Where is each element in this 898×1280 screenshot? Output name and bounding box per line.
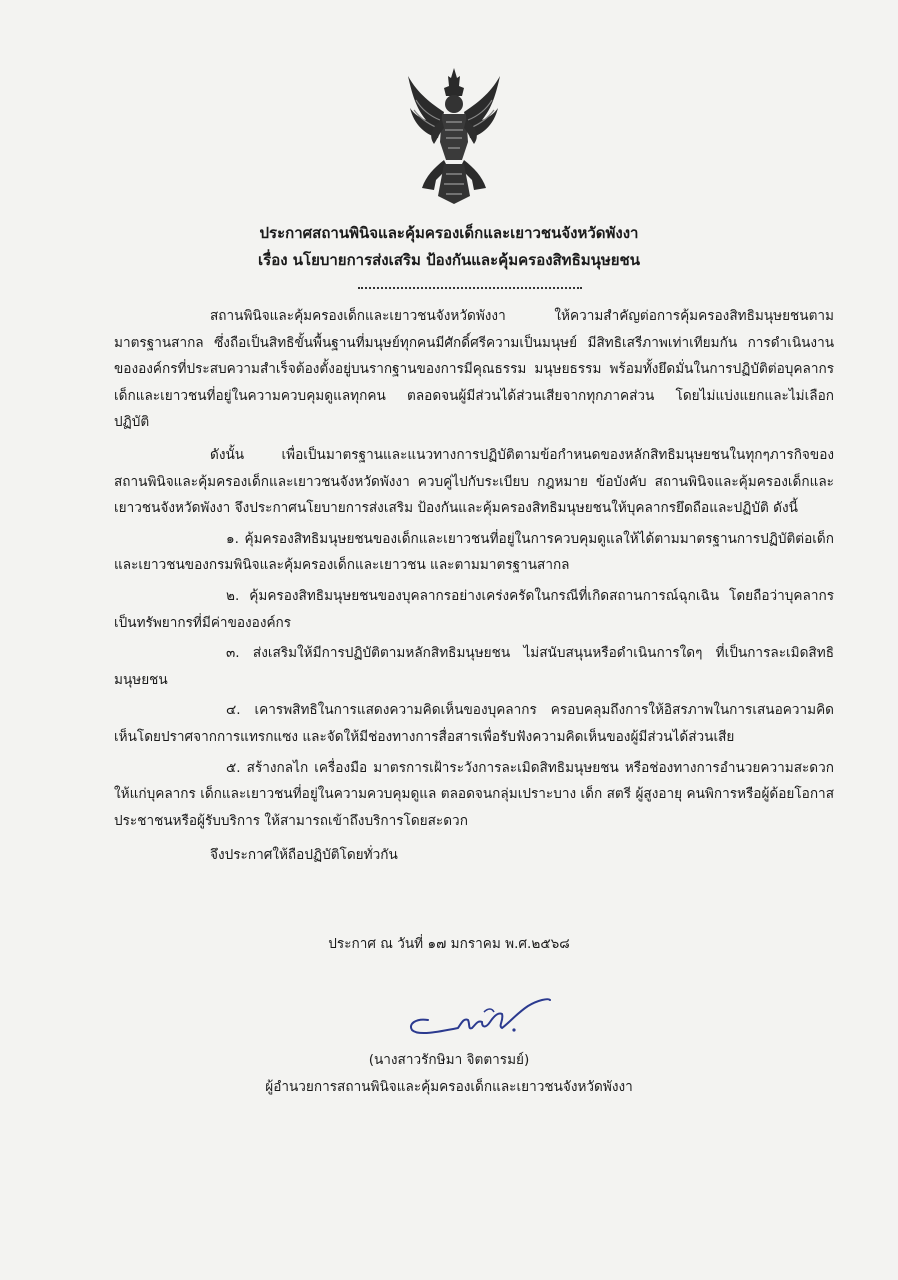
- policy-item-1: ๑. คุ้มครองสิทธิมนุษยชนของเด็กและเยาวชนที่อยู่ในการควบคุมดูแลให้ได้ตามมาตรฐานการปฏิบัติต่อเด็กและเยาวชนของกรมพินิจและคุ้มครองเด็กและเยาวชน และตามมาตรฐานสากล: [114, 530, 834, 574]
- signer-position: ผู้อำนวยการสถานพินิจและคุ้มครองเด็กและเยาวชนจังหวัดพังงา: [265, 1079, 633, 1095]
- announcement-subject: เรื่อง นโยบายการส่งเสริม ป้องกันและคุ้มครองสิทธิมนุษยชน: [258, 251, 640, 269]
- policy-item-4: ๔. เคารพสิทธิในการแสดงความคิดเห็นของบุคลากร ครอบคลุมถึงการให้อิสรภาพในการเสนอความคิดเห็นโดยปราศจากการแทรกแซง และจัดให้มีช่องทางการสื่อสารเพื่อรับฟังความคิดเห็นของผู้มีส่วนได้ส่วนเสีย: [114, 702, 834, 745]
- announcement-title: ประกาศสถานพินิจและคุ้มครองเด็กและเยาวชนจังหวัดพังงา: [259, 224, 639, 242]
- handwritten-signature: [398, 990, 554, 1046]
- therefore-paragraph: ดังนั้น เพื่อเป็นมาตรฐานและแนวทางการปฏิบัติตามข้อกำหนดของหลักสิทธิมนุษยชนในทุกๆภารกิจของสถานพินิจและคุ้มครองเด็กและเยาวชนจังหวัดพังงา ควบคู่ไปกับระเบียบ กฎหมาย ข้อบังคับ สถานพินิจและคุ้มครองเด็กและเยาวชนจังหวัดพังงา จึงประกาศนโยบายการส่งเสริม ป้องกันและคุ้มครองสิทธิมนุษยชนให้บุคลากรยึดถือและปฏิบัติ ดังนี้: [114, 446, 834, 517]
- policy-item-3: ๓. ส่งเสริมให้มีการปฏิบัติตามหลักสิทธิมนุษยชน ไม่สนับสนุนหรือดำเนินการใดๆ ที่เป็นการละเมิดสิทธิมนุษยชน: [114, 645, 834, 688]
- policy-item-2: ๒. คุ้มครองสิทธิมนุษยชนของบุคลากรอย่างเคร่งครัดในกรณีที่เกิดสถานการณ์ฉุกเฉิน โดยถือว่าบุคลากรเป็นทรัพยากรที่มีค่าขององค์กร: [114, 587, 834, 631]
- announcement-date: ประกาศ ณ วันที่ ๑๗ มกราคม พ.ศ.๒๕๖๘: [328, 936, 570, 952]
- intro-paragraph: สถานพินิจและคุ้มครองเด็กและเยาวชนจังหวัดพังงา ให้ความสำคัญต่อการคุ้มครองสิทธิมนุษยชนตามมาตรฐานสากล ซึ่งถือเป็นสิทธิขั้นพื้นฐานที่มนุษย์ทุกคนมีศักดิ์ศรีความเป็นมนุษย์ มีสิทธิเสรีภาพเท่าเทียมกัน การดำเนินงานขององค์กรที่ประสบความสำเร็จต้องตั้งอยู่บนรากฐานของการมีคุณธรรม มนุษยธรรม พร้อมทั้งยึดมั่นในการปฏิบัติต่อบุคลากร เด็กและเยาวชนที่อยู่ในความควบคุมดูแลทุกคน ตลอดจนผู้มีส่วนได้ส่วนเสียจากทุกภาคส่วน โดยไม่แบ่งแยกและไม่เลือกปฏิบัติ: [114, 308, 834, 431]
- policy-item-5: ๕. สร้างกลไก เครื่องมือ มาตรการเฝ้าระวังการละเมิดสิทธิมนุษยชน หรือช่องทางการอำนวยความสะดวกให้แก่บุคลากร เด็กและเยาวชนที่อยู่ในความควบคุมดูแล ตลอดจนกลุ่มเปราะบาง เด็ก สตรี ผู้สูงอายุ คนพิการหรือผู้ด้อยโอกาส ประชาชนหรือผู้รับบริการ ให้สามารถเข้าถึงบริการโดยสะดวก: [114, 759, 834, 829]
- closing-line: จึงประกาศให้ถือปฏิบัติโดยทั่วกัน: [210, 847, 398, 864]
- announcement-body: [114, 303, 834, 869]
- signer-name: (นางสาวรักษิมา จิตตารมย์): [368, 1052, 530, 1068]
- dotted-divider: [358, 287, 582, 289]
- garuda-emblem-icon: [404, 64, 504, 206]
